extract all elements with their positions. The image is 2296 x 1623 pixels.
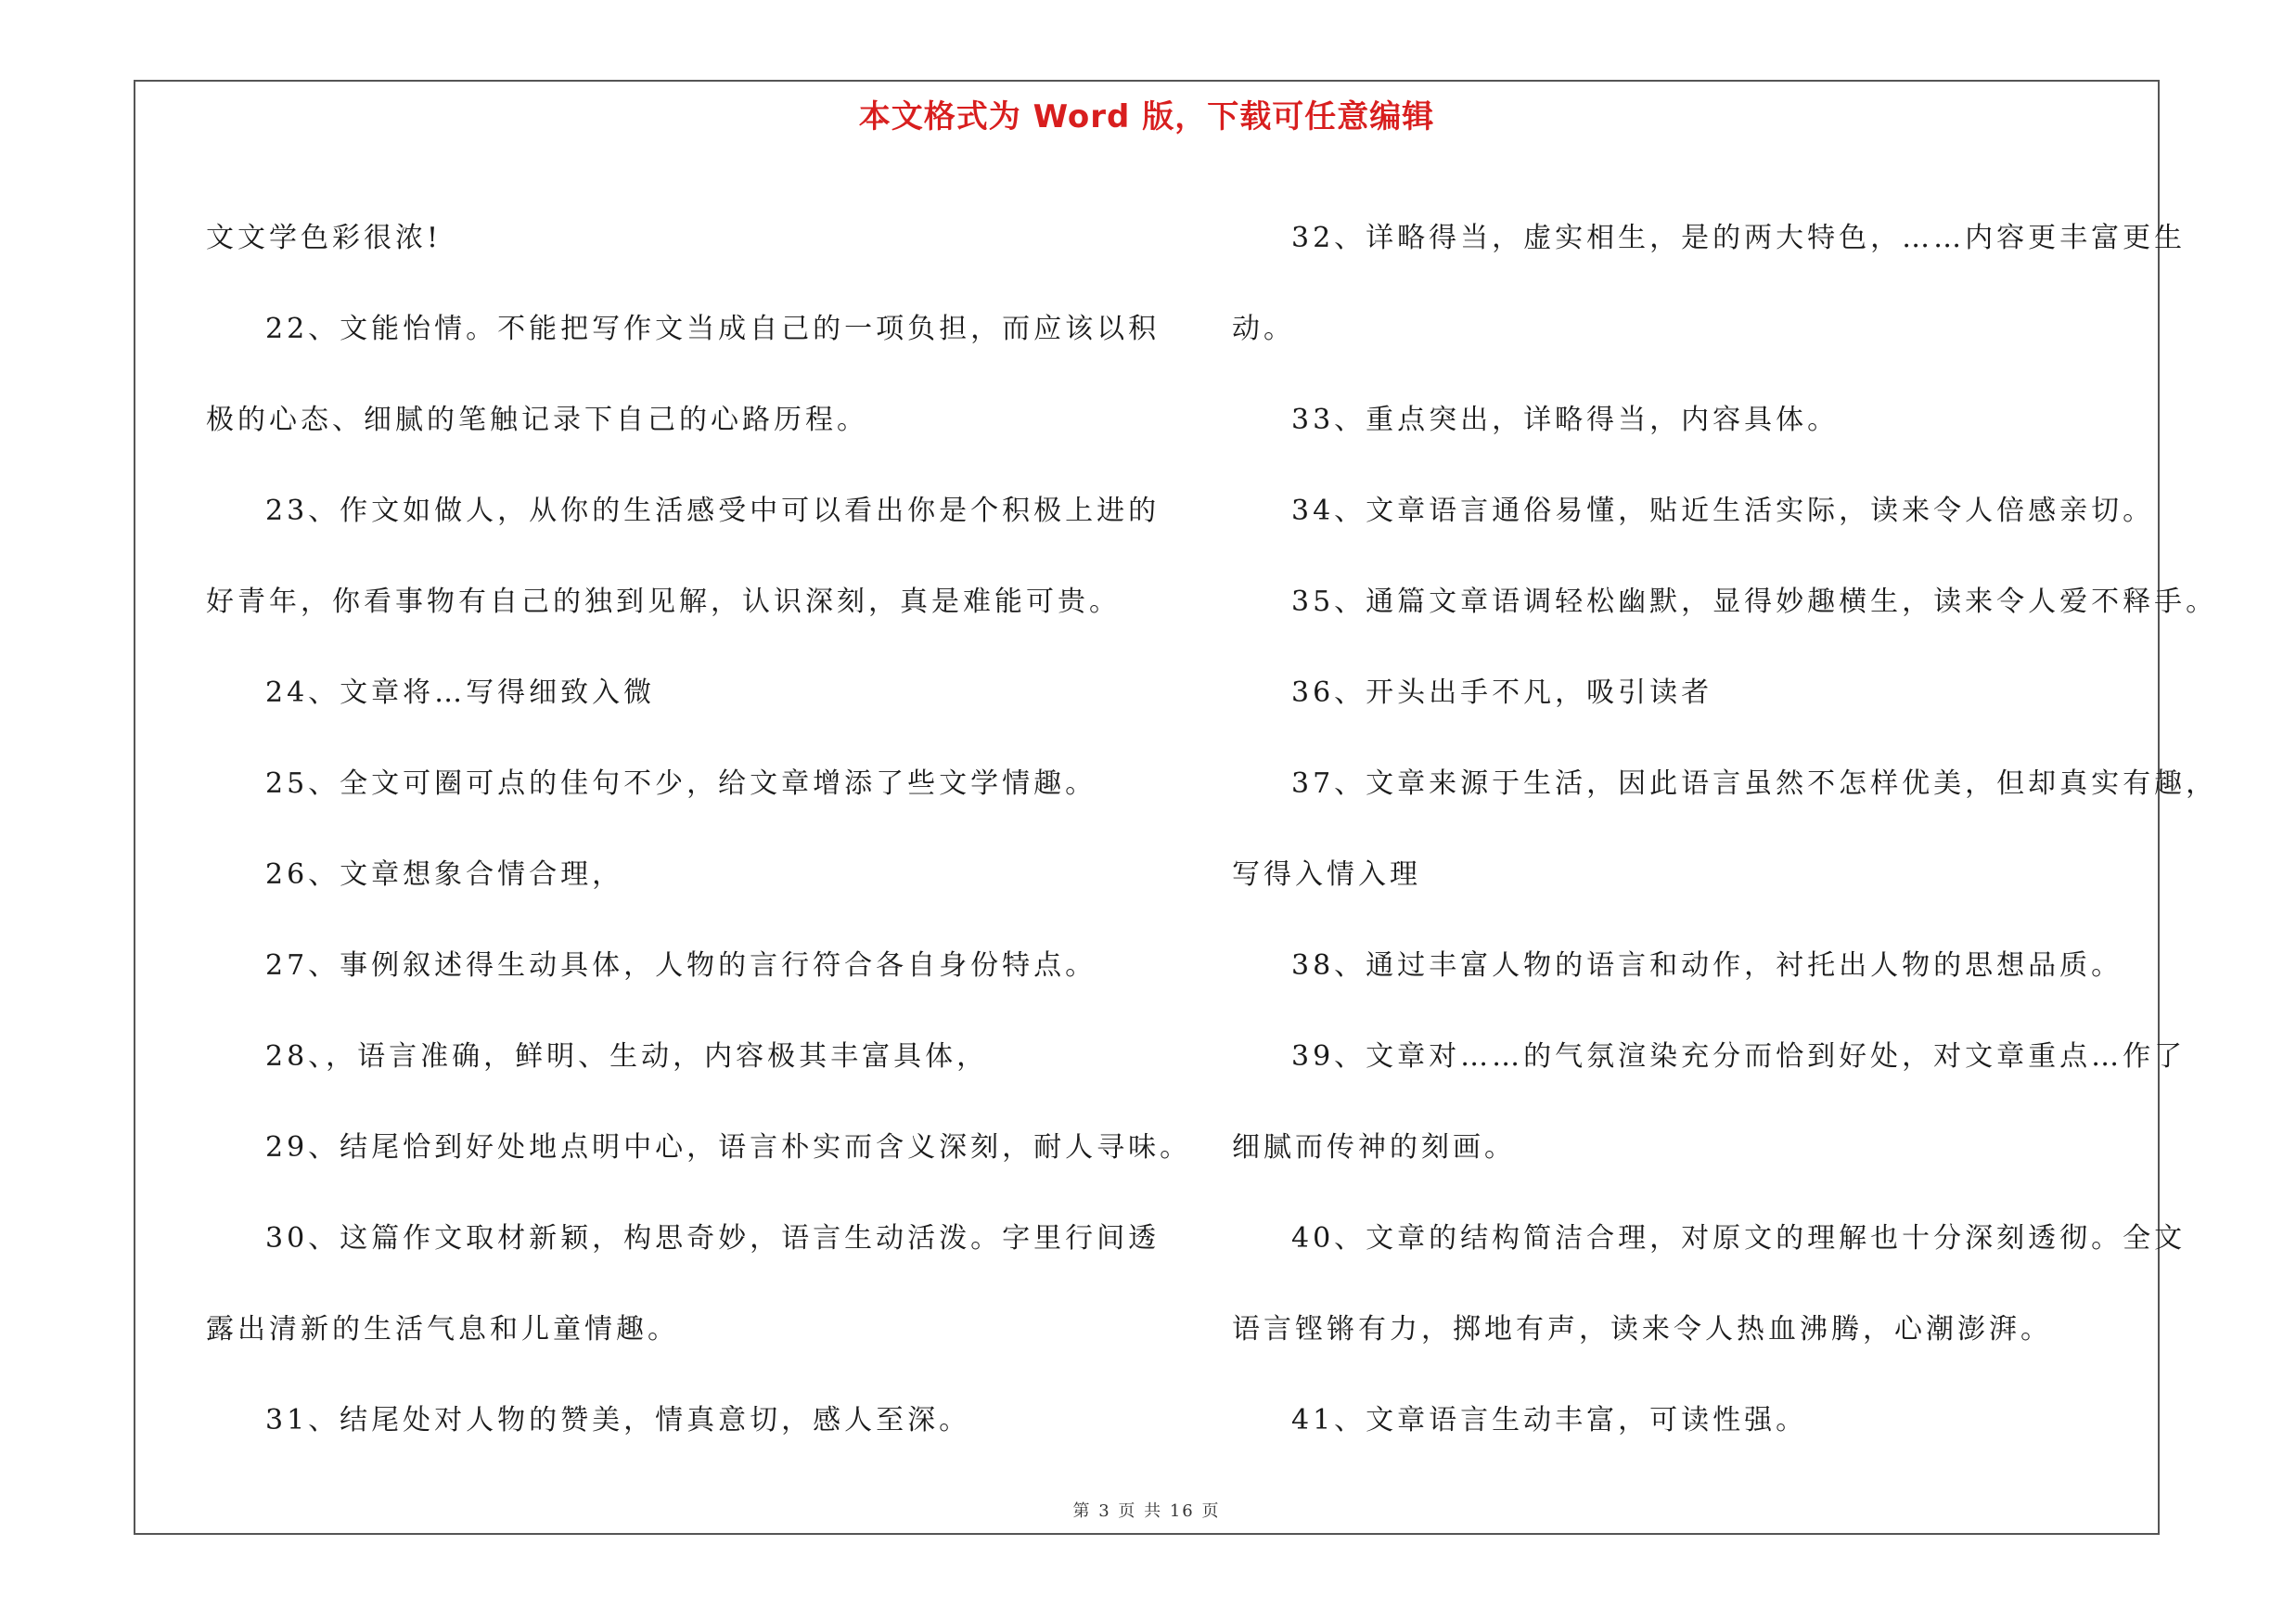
text-line: 36、开头出手不凡，吸引读者 xyxy=(1291,676,1713,709)
text-line: 26、文章想象合情合理， xyxy=(265,858,624,891)
text-line: 动。 xyxy=(1232,313,1295,345)
text-line: 27、事例叙述得生动具体，人物的言行符合各自身份特点。 xyxy=(265,949,1097,982)
text-line: 语言铿锵有力，掷地有声，读来令人热血沸腾，心潮澎湃。 xyxy=(1232,1313,2052,1346)
header-banner: 本文格式为 Word 版，下载可任意编辑 xyxy=(858,98,1435,135)
text-line: 22、文能怡情。不能把写作文当成自己的一项负担，而应该以积 xyxy=(265,313,1161,345)
text-line: 23、作文如做人，从你的生活感受中可以看出你是个积极上进的 xyxy=(265,495,1161,527)
text-line: 34、文章语言通俗易懂，贴近生活实际，读来令人倍感亲切。 xyxy=(1291,495,2155,527)
text-line: 32、详略得当，虚实相生，是的两大特色，……内容更丰富更生 xyxy=(1291,222,2187,254)
text-line: 露出清新的生活气息和儿童情趣。 xyxy=(206,1313,679,1346)
page-number-footer: 第 3 页 共 16 页 xyxy=(1072,1501,1221,1521)
text-line: 37、文章来源于生活，因此语言虽然不怎样优美，但却真实有趣， xyxy=(1291,767,2218,800)
text-line: 38、通过丰富人物的语言和动作，衬托出人物的思想品质。 xyxy=(1291,949,2123,982)
text-line: 39、文章对……的气氛渲染充分而恰到好处，对文章重点…作了 xyxy=(1291,1040,2187,1073)
text-line: 29、结尾恰到好处地点明中心，语言朴实而含义深刻，耐人寻味。 xyxy=(265,1131,1192,1164)
text-line: 写得入情入理 xyxy=(1232,858,1421,891)
text-line: 28、，语言准确，鲜明、生动，内容极其丰富具体， xyxy=(265,1040,989,1073)
text-line: 41、文章语言生动丰富，可读性强。 xyxy=(1291,1404,1808,1436)
text-line: 35、通篇文章语调轻松幽默，显得妙趣横生，读来令人爱不释手。 xyxy=(1291,586,2218,618)
text-line: 24、文章将…写得细致入微 xyxy=(265,676,656,709)
text-line: 好青年，你看事物有自己的独到见解，认识深刻，真是难能可贵。 xyxy=(206,586,1121,618)
left-column xyxy=(206,193,1192,1466)
text-line: 31、结尾处对人物的赞美，情真意切，感人至深。 xyxy=(265,1404,971,1436)
text-line: 极的心态、细腻的笔触记录下自己的心路历程。 xyxy=(206,404,868,436)
text-line: 33、重点突出，详略得当，内容具体。 xyxy=(1291,404,1840,436)
text-line: 25、全文可圈可点的佳句不少，给文章增添了些文学情趣。 xyxy=(265,767,1097,800)
text-line: 40、文章的结构简洁合理，对原文的理解也十分深刻透彻。全文 xyxy=(1291,1222,2187,1255)
right-column xyxy=(1232,193,2218,1466)
page-frame xyxy=(134,80,2218,1535)
text-line: 细腻而传神的刻画。 xyxy=(1232,1131,1516,1164)
text-line: 文文学色彩很浓! xyxy=(206,222,443,254)
text-line: 30、这篇作文取材新颖，构思奇妙，语言生动活泼。字里行间透 xyxy=(265,1222,1161,1255)
